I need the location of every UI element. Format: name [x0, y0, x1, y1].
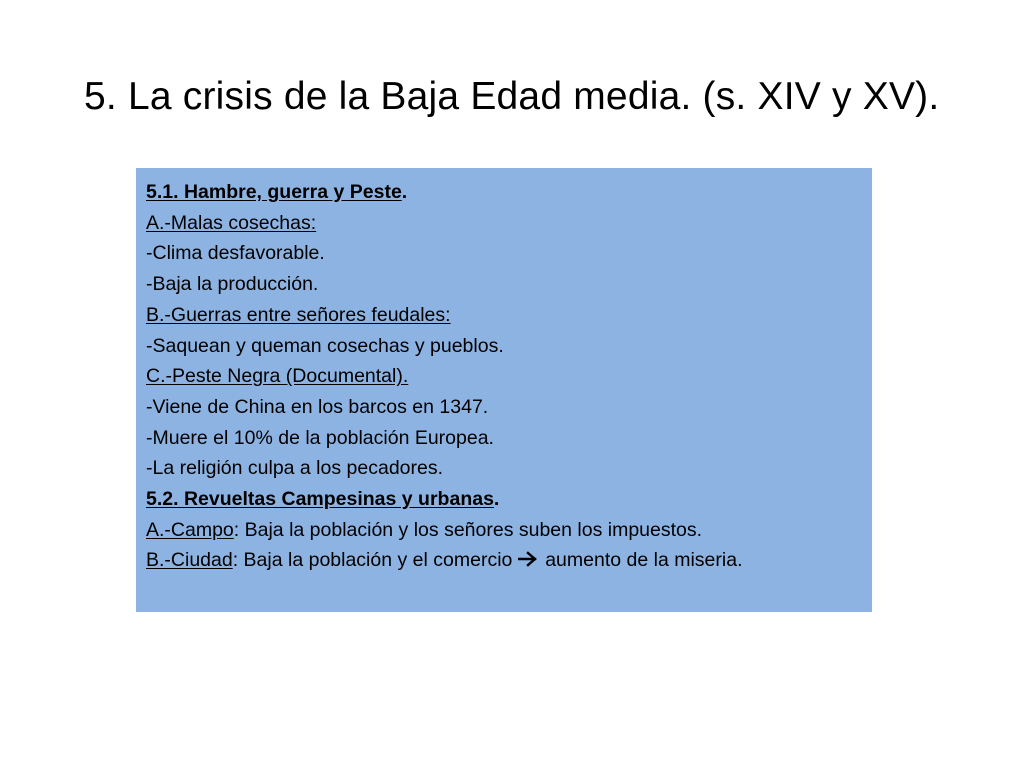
section-heading-period: .: [401, 181, 408, 203]
section-heading-period: .: [493, 488, 500, 511]
campo-text: : Baja la población y los señores suben los impuestos.: [233, 518, 703, 541]
list-item: -Clima desfavorable.: [146, 242, 325, 265]
campo-label: A.-Campo: [146, 518, 234, 541]
section-heading-5-2: [146, 484, 872, 515]
list-item-campo: [146, 515, 872, 546]
ciudad-label: B.-Ciudad: [146, 549, 233, 572]
list-item: -Baja la producción.: [146, 273, 319, 296]
section-heading-text: 5.2. Revueltas Campesinas y urbanas: [146, 488, 494, 511]
ciudad-text-before: : Baja la población y el comercio: [232, 549, 518, 572]
right-arrow-icon: [518, 551, 540, 567]
list-item: -Muere el 10% de la población Europea.: [146, 426, 494, 449]
list-item-ciudad: [146, 545, 872, 576]
subheading-peste-negra: C.-Peste Negra (Documental).: [146, 365, 409, 388]
slide-title: 5. La crisis de la Baja Edad media. (s. XIV y XV).: [84, 75, 940, 118]
list-item: -Saquean y queman cosechas y pueblos.: [146, 334, 504, 357]
section-heading-5-1: [146, 177, 872, 208]
subheading-guerras: B.-Guerras entre señores feudales:: [146, 303, 451, 326]
subheading-malas-cosechas: A.-Malas cosechas:: [146, 211, 317, 234]
list-item: -Viene de China en los barcos en 1347.: [146, 395, 489, 418]
content-box: [136, 168, 872, 612]
ciudad-text-after: aumento de la miseria.: [539, 549, 743, 572]
section-heading-text: 5.1. Hambre, guerra y Peste: [146, 181, 402, 203]
list-item: -La religión culpa a los pecadores.: [146, 457, 444, 480]
